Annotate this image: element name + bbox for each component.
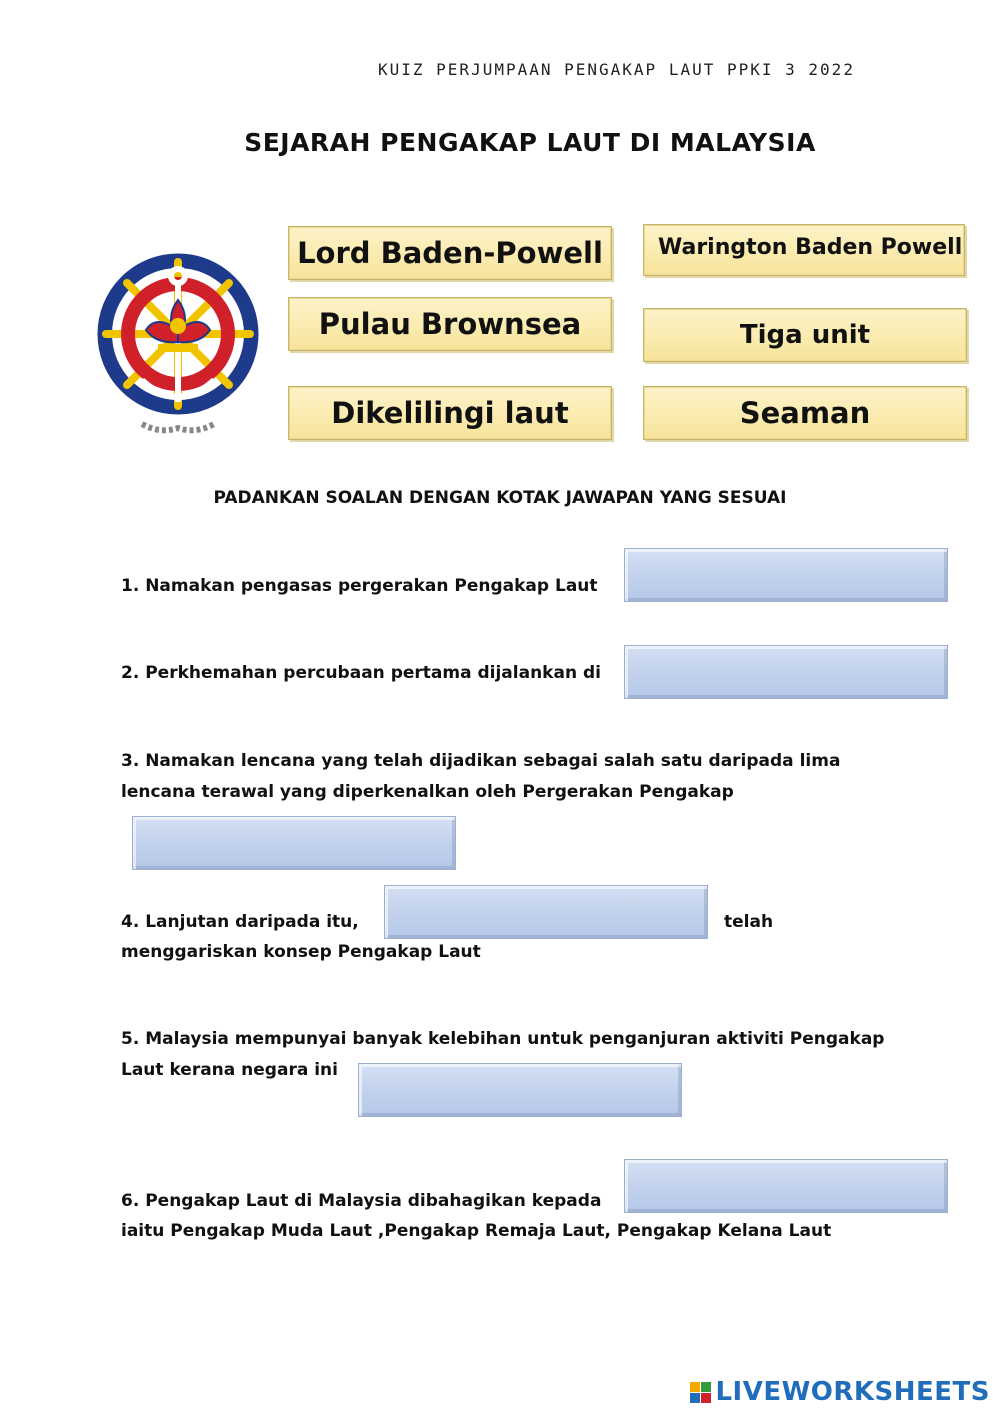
liveworksheets-logo-icon [690, 1382, 711, 1403]
answer-pulau-brownsea[interactable]: Pulau Brownsea [288, 297, 612, 351]
question-4-prefix: 4. Lanjutan daripada itu, [121, 912, 359, 932]
drop-box-2[interactable] [624, 645, 948, 699]
question-3-line-1: 3. Namakan lencana yang telah dijadikan sebagai salah satu daripada lima [121, 751, 841, 771]
answer-lord-baden-powell[interactable]: Lord Baden-Powell [288, 226, 612, 280]
page-title: SEJARAH PENGAKAP LAUT DI MALAYSIA [244, 128, 816, 157]
question-3-line-2: lencana terawal yang diperkenalkan oleh Pergerakan Pengakap [121, 782, 734, 802]
question-2: 2. Perkhemahan percubaan pertama dijalankan di [121, 663, 601, 683]
question-6-line-1: 6. Pengakap Laut di Malaysia dibahagikan kepada [121, 1191, 602, 1211]
question-6-line-2: iaitu Pengakap Muda Laut ,Pengakap Remaja Laut, Pengakap Kelana Laut [121, 1221, 832, 1241]
instruction-text: PADANKAN SOALAN DENGAN KOTAK JAWAPAN YANG SESUAI [213, 488, 787, 508]
answer-dikelilingi-laut[interactable]: Dikelilingi laut [288, 386, 612, 440]
quiz-header-label: KUIZ PERJUMPAAN PENGAKAP LAUT PPKI 3 2022 [378, 60, 855, 79]
drop-box-1[interactable] [624, 548, 948, 602]
answer-seaman[interactable]: Seaman [643, 386, 967, 440]
drop-box-5[interactable] [358, 1063, 682, 1117]
liveworksheets-brand[interactable] [690, 1377, 990, 1407]
question-5-line-2: Laut kerana negara ini [121, 1060, 338, 1080]
drop-box-4[interactable] [384, 885, 708, 939]
sea-scout-logo [80, 252, 276, 442]
answer-warington-baden-powell[interactable]: Warington Baden Powell [643, 224, 965, 276]
question-5-line-1: 5. Malaysia mempunyai banyak kelebihan untuk penganjuran aktiviti Pengakap [121, 1029, 885, 1049]
answer-tiga-unit[interactable]: Tiga unit [643, 308, 967, 362]
question-4-line-2: menggariskan konsep Pengakap Laut [121, 942, 481, 962]
question-4-suffix: telah [724, 912, 774, 932]
drop-box-3[interactable] [132, 816, 456, 870]
liveworksheets-text: LIVEWORKSHEETS [715, 1377, 990, 1407]
drop-box-6[interactable] [624, 1159, 948, 1213]
question-1: 1. Namakan pengasas pergerakan Pengakap Laut [121, 576, 598, 596]
